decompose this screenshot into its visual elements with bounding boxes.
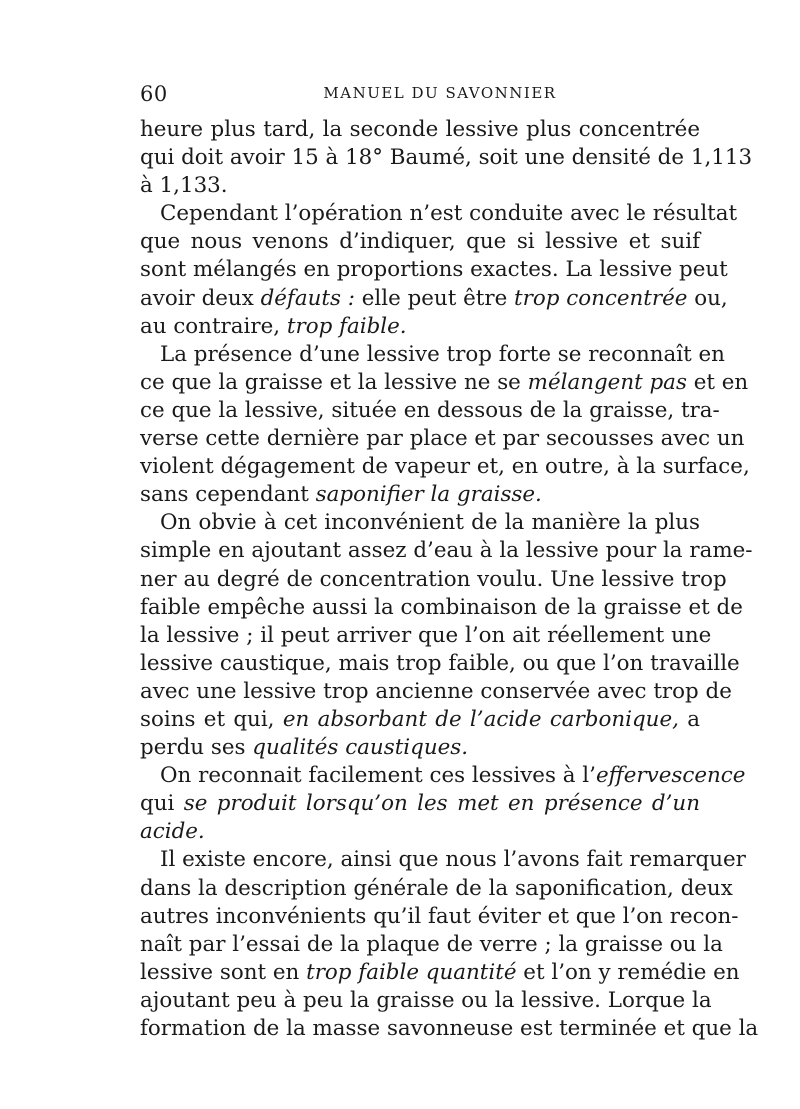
text-line: La présence d’une lessive trop forte se reconnaît en (160, 341, 725, 367)
text-line: naît par l’essai de la plaque de verre ; la graisse ou la (140, 931, 723, 957)
text-line: Cependant l’opération n’est conduite avec le résultat (160, 201, 738, 227)
body-text (140, 116, 759, 1043)
running-head: MANUEL DU SAVONNIER (323, 84, 557, 102)
text-line: On reconnait facilement ces lessives à l’effervescence (160, 763, 746, 789)
page-header (140, 82, 700, 110)
text-line: ner au degré de concentration voulu. Une lessive trop (140, 566, 727, 592)
text-line: faible empêche aussi la combinaison de la graisse et de (140, 594, 743, 620)
text-line: ajoutant peu à peu la graisse ou la lessive. Lorque la (140, 987, 712, 1013)
text-line: lessive caustique, mais trop faible, ou que l’on travaille (140, 650, 740, 676)
text-line: violent dégagement de vapeur et, en outre, à la surface, (140, 454, 750, 480)
text-line: On obvie à cet inconvénient de la manière la plus (160, 510, 700, 536)
text-line: autres inconvénients qu’il faut éviter et que l’on recon- (140, 903, 739, 929)
book-page (140, 82, 759, 1043)
page-number: 60 (140, 82, 168, 106)
text-line: ce que la lessive, située en dessous de la graisse, tra- (140, 397, 720, 423)
text-line: heure plus tard, la seconde lessive plus concentrée (140, 117, 700, 142)
text-line: à 1,133. (140, 173, 228, 199)
text-line: lessive sont en trop faible quantité et l’on y remédie en (140, 959, 740, 985)
text-line: dans la description générale de la saponification, deux (140, 875, 733, 901)
text-line: sont mélangés en proportions exactes. La lessive peut (140, 257, 728, 283)
text-line: sans cependant saponifier la graisse. (140, 482, 542, 508)
text-line: simple en ajoutant assez d’eau à la lessive pour la rame- (140, 538, 753, 564)
text-line: la lessive ; il peut arriver que l’on ait réellement une (140, 622, 712, 648)
text-line: perdu ses qualités caustiques. (140, 735, 469, 761)
text-line: qui doit avoir 15 à 18° Baumé, soit une densité de 1,113 (140, 145, 753, 171)
text-line: formation de la masse savonneuse est terminée et que la (140, 1016, 759, 1041)
text-line: soins et qui, en absorbant de l’acide carbonique, a (140, 706, 700, 732)
text-line: verse cette dernière par place et par secousses avec un (140, 426, 745, 452)
text-line: ce que la graisse et la lessive ne se mélangent pas et en (140, 369, 749, 395)
text-line: acide. (140, 819, 205, 845)
text-line: au contraire, trop faible. (140, 313, 407, 339)
text-line: avec une lessive trop ancienne conservée avec trop de (140, 678, 732, 704)
text-line: que nous venons d’indiquer, que si lessive et suif (140, 229, 700, 255)
text-line: qui se produit lorsqu’on les met en présence d’un (140, 791, 700, 817)
text-line: Il existe encore, ainsi que nous l’avons fait remarquer (160, 847, 746, 873)
text-line: avoir deux défauts : elle peut être trop concentrée ou, (140, 285, 728, 311)
